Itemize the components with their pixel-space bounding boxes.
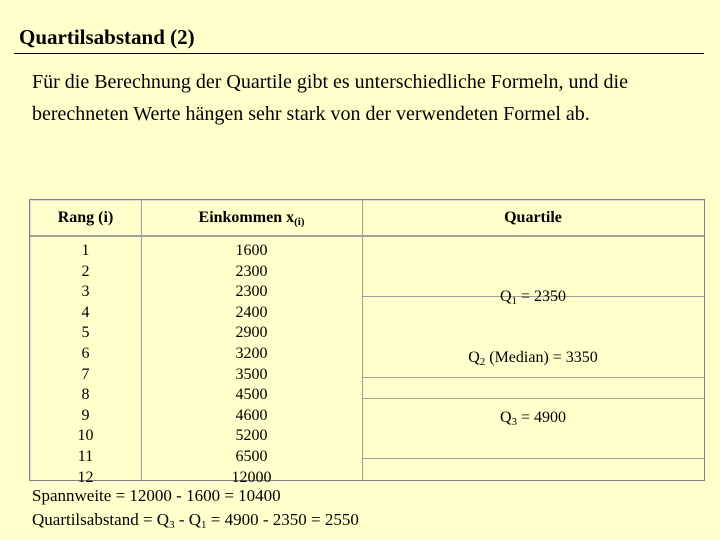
intro-text: Für die Berechnung der Quartile gibt es unterschiedliche Formeln, und die berechneten Werte hängen sehr stark von der verwendeten Formel ab. xyxy=(32,71,628,125)
income-cell: 6500 xyxy=(235,447,268,465)
quartile-table xyxy=(29,199,705,486)
income-cell: 12000 xyxy=(231,468,272,486)
income-column xyxy=(141,241,362,488)
quartile-cell-border xyxy=(362,377,704,378)
header-income-label: Einkommen x xyxy=(198,209,295,226)
rank-cell: 1 xyxy=(81,242,90,259)
income-cell: 1600 xyxy=(235,242,268,259)
header-income-subscript: (i) xyxy=(294,216,305,228)
income-cell: 2900 xyxy=(235,324,268,342)
slide-title: Quartilsabstand (2) xyxy=(19,25,195,49)
rank-cell: 7 xyxy=(81,365,90,383)
rank-cell: 12 xyxy=(77,468,94,486)
header-quartile: Quartile xyxy=(504,209,562,226)
quartile-cell-border xyxy=(362,398,704,399)
quartile-q1: $Q_1 = 2350$ xyxy=(499,288,567,307)
rank-column xyxy=(30,241,141,488)
header-income xyxy=(141,209,362,228)
title-divider xyxy=(14,53,704,54)
rank-cell: 6 xyxy=(81,344,90,362)
rank-cell: 10 xyxy=(77,427,94,445)
income-cell: 3500 xyxy=(235,365,268,383)
header-divider xyxy=(30,235,704,237)
income-cell: 4600 xyxy=(235,406,268,424)
range-formula: Spannweite = 12000 - 1600 = 10400 xyxy=(32,486,281,505)
quartile-q2: $Q_2$ (Median) = 3350 xyxy=(468,349,598,368)
income-cell: 2300 xyxy=(235,283,268,301)
rank-cell: 3 xyxy=(81,283,90,301)
rank-cell: 9 xyxy=(81,406,90,424)
quartile-q3: $Q_3 = 4900$ xyxy=(499,409,567,428)
rank-cell: 8 xyxy=(81,386,90,404)
income-cell: 5200 xyxy=(235,427,268,445)
rank-cell: 5 xyxy=(81,324,90,342)
column-divider xyxy=(362,200,363,480)
income-cell: 2400 xyxy=(235,303,268,321)
rank-cell: 2 xyxy=(81,262,90,280)
iqr-formula: Quartilsabstand = $Q_3 - Q_1 = 4900 - 2350 = 2550$ xyxy=(32,510,359,531)
header-rank: Rang (i) xyxy=(57,209,114,226)
income-cell: 4500 xyxy=(235,386,268,404)
quartile-cell-border xyxy=(362,458,704,459)
income-cell: 2300 xyxy=(235,262,268,280)
income-cell: 3200 xyxy=(235,344,268,362)
rank-cell: 11 xyxy=(77,447,94,465)
rank-cell: 4 xyxy=(81,303,90,321)
